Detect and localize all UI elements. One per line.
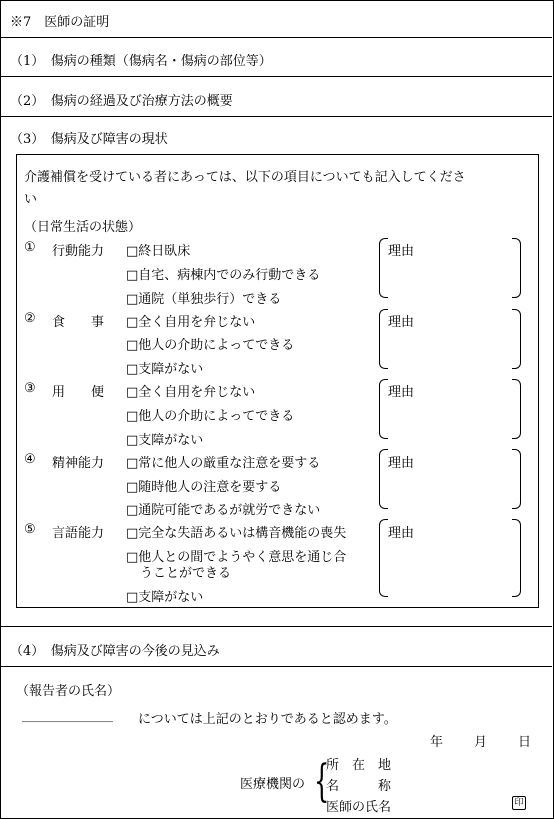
section-1-heading: （1） 傷病の種類（傷病名・傷病の部位等） — [10, 54, 272, 69]
divider — [0, 116, 552, 117]
checkbox-option[interactable]: □自宅、病棟内でのみ行動できる — [126, 268, 321, 283]
address-label: 所 在 地 — [326, 758, 392, 773]
checkbox-option[interactable]: □支障がない — [126, 433, 204, 448]
checkbox-option[interactable]: □支障がない — [126, 362, 204, 377]
daily-life-header: （日常生活の状態） — [24, 220, 142, 235]
notice-text-cont: い — [24, 192, 38, 207]
item-number: ③ — [24, 381, 36, 396]
checkbox-option[interactable]: □完全な失語あるいは構音機能の喪失 — [126, 526, 347, 541]
seal-mark: 印 — [512, 796, 526, 810]
section-4-heading: （4） 傷病及び障害の今後の見込み — [10, 644, 220, 659]
checkbox-option[interactable]: □支障がない — [126, 590, 204, 605]
form-title: ※7 医師の証明 — [10, 15, 110, 30]
item-number: ② — [24, 311, 36, 326]
reason-label: 理由 — [388, 526, 415, 541]
checkbox-option-cont: うことができる — [140, 566, 232, 581]
checkbox-option[interactable]: □終日臥床 — [126, 244, 191, 259]
right-bracket — [512, 238, 521, 298]
reporter-label: （報告者の氏名） — [16, 684, 121, 699]
item-label: 精神能力 — [52, 456, 105, 471]
checkbox-option[interactable]: □他人との間でようやく意思を通じ合 — [126, 550, 347, 565]
left-bracket — [379, 379, 388, 439]
right-bracket — [512, 449, 521, 509]
item-number: ① — [24, 240, 36, 255]
reason-label: 理由 — [388, 385, 415, 400]
checkbox-option[interactable]: □常に他人の厳重な注意を要する — [126, 456, 321, 471]
right-bracket — [512, 519, 521, 597]
left-bracket — [379, 449, 388, 509]
certification-text: については上記のとおりであると認めます。 — [138, 712, 397, 727]
institution-label: 医療機関の — [240, 777, 306, 792]
item-label: 行動能力 — [52, 244, 105, 259]
checkbox-option[interactable]: □全く自用を弁じない — [126, 385, 256, 400]
date-day: 日 — [518, 735, 532, 750]
reason-label: 理由 — [388, 315, 415, 330]
item-number: ④ — [24, 452, 36, 467]
reason-label: 理由 — [388, 456, 415, 471]
section-3-heading: （3） 傷病及び障害の現状 — [10, 132, 168, 147]
checkbox-option[interactable]: □通院可能であるが就労できない — [126, 503, 321, 518]
right-bracket — [512, 379, 521, 439]
left-bracket — [379, 309, 388, 369]
item-label: 食 事 — [52, 315, 105, 330]
divider — [0, 76, 552, 77]
checkbox-option[interactable]: □全く自用を弁じない — [126, 315, 256, 330]
checkbox-option[interactable]: □通院（単独歩行）できる — [126, 292, 282, 307]
checkbox-option[interactable]: □随時他人の注意を要する — [126, 480, 282, 495]
left-bracket — [379, 519, 388, 597]
section-2-heading: （2） 傷病の経過及び治療方法の概要 — [10, 94, 233, 109]
brace: { — [314, 756, 330, 807]
divider — [0, 37, 552, 38]
doctor-name-label: 医師の氏名 — [326, 800, 392, 815]
notice-text: 介護補償を受けている者にあっては、以下の項目についても記入してくださ — [24, 170, 466, 185]
checkbox-option[interactable]: □他人の介助によってできる — [126, 338, 295, 353]
divider — [0, 626, 552, 627]
item-number: ⑤ — [24, 522, 36, 537]
date-year: 年 — [430, 735, 444, 750]
left-bracket — [379, 238, 388, 298]
divider — [0, 666, 552, 667]
reporter-name-blank[interactable]: ______________ — [22, 708, 113, 723]
date-month: 月 — [474, 735, 488, 750]
right-bracket — [512, 309, 521, 369]
checkbox-option[interactable]: □他人の介助によってできる — [126, 409, 295, 424]
institution-name-label: 名 称 — [326, 779, 392, 794]
reason-label: 理由 — [388, 244, 415, 259]
item-label: 言語能力 — [52, 526, 105, 541]
item-label: 用 便 — [52, 385, 105, 400]
